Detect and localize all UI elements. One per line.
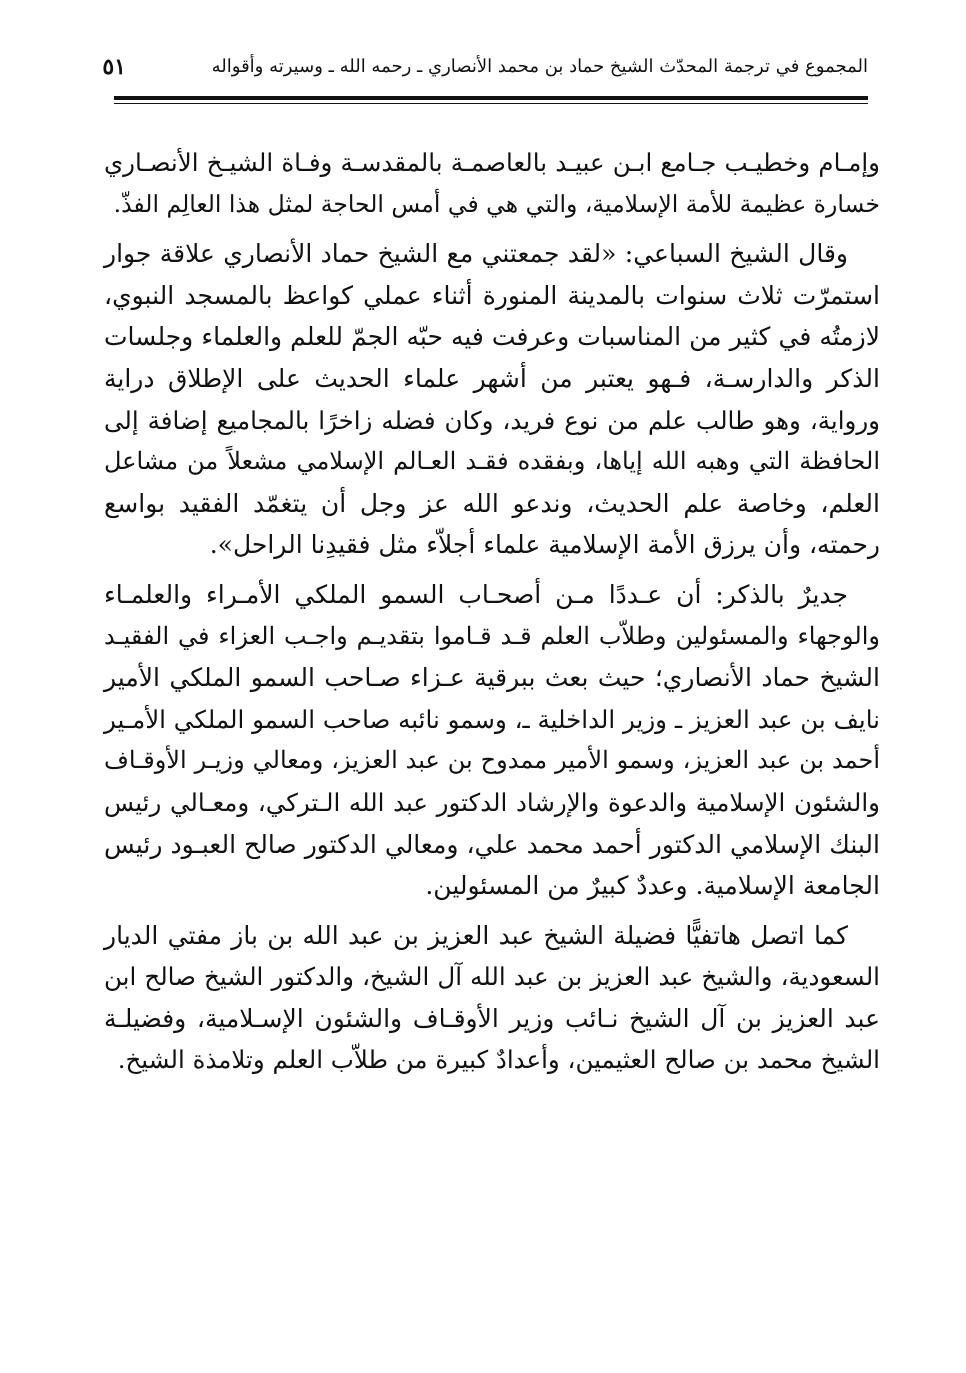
- text-line: العلم، وخاصة علم الحديث، وندعو الله عز وجل أن يتغمّد الفقيد بواسع: [104, 488, 880, 518]
- header-rule-thin: [114, 103, 868, 104]
- text-line: استمرّت ثلاث سنوات بالمدينة المنورة أثناء عملي كواعظ بالمسجد النبوي،: [104, 280, 880, 310]
- text-line: رحمته، وأن يرزق الأمة الإسلامية علماء أجلاّء مثل فقيدِنا الراحل».: [209, 530, 880, 560]
- text-line: الذكر والدارسـة، فـهو يعتبر من أشهر علماء الحديث على الإطلاق دراية: [104, 363, 880, 393]
- text-line: والوجهاء والمسئولين وطلاّب العلم قـد قـاموا بتقديـم واجـب العزاء في الفقيـد: [104, 621, 880, 650]
- text-line: الحافظة التي وهبه الله إياها، وبفقده فقـد العـالم الإسلامي مشعلاً من مشاعل: [104, 447, 880, 476]
- page-number: ٥١: [102, 54, 126, 80]
- text-line: البنك الإسلامي الدكتور أحمد محمد علي، ومعالي الدكتور صالح العبـود رئيس: [104, 829, 880, 859]
- text-line: أحمد بن عبد العزيز، وسمو الأمير ممدوح بن عبد العزيز، ومعالي وزيـر الأوقـاف: [104, 746, 880, 775]
- text-line: والشئون الإسلامية والدعوة والإرشاد الدكتور عبد الله الـتركي، ومعـالي رئيس: [104, 787, 880, 817]
- text-line: نايف بن عبد العزيز ـ وزير الداخلية ـ، وسمو نائبه صاحب السمو الملكي الأمـير: [104, 704, 880, 734]
- header-rule-thick: [114, 96, 868, 100]
- text-line: كما اتصل هاتفيًّا فضيلة الشيخ عبد العزيز بن عبد الله بن باز مفتي الديار: [104, 920, 848, 950]
- text-line: عبد العزيز بن آل الشيخ نـائب وزير الأوقـاف والشئون الإسـلامية، وفضيلـة: [104, 1003, 880, 1033]
- body-text: [104, 142, 880, 1081]
- text-line: الشيخ محمد بن صالح العثيمين، وأعدادٌ كبيرة من طلاّب العلم وتلامذة الشيخ.: [117, 1045, 880, 1075]
- paragraph-1: [104, 142, 880, 225]
- paragraph-4: [104, 915, 880, 1081]
- text-line: السعودية، والشيخ عبد العزيز بن عبد الله آل الشيخ، والدكتور الشيخ صالح ابن: [104, 962, 880, 992]
- text-line: جديرٌ بالذكر: أن عـددًا مـن أصحـاب السمو الملكي الأمـراء والعلمـاء: [104, 579, 848, 609]
- text-line: لازمتُه في كثير من المناسبات وعرفت فيه حبّه الجمّ للعلم والعلماء وجلسات: [104, 322, 880, 352]
- text-line: وقال الشيخ السباعي: «لقد جمعتني مع الشيخ حماد الأنصاري علاقة جوار: [104, 239, 848, 269]
- text-line: وإمـام وخطيـب جـامع ابـن عبيـد بالعاصمـة بالمقدسـة وفـاة الشيـخ الأنصـاري: [104, 148, 880, 177]
- text-line: خسارة عظيمة للأمة الإسلامية، والتي هي في أمس الحاجة لمثل هذا العالِم الفذّ.: [113, 189, 880, 218]
- page-header: [102, 52, 868, 92]
- paragraph-2: [104, 233, 880, 566]
- running-title: المجموع في ترجمة المحدّث الشيخ حماد بن محمد الأنصاري ـ رحمه الله ـ وسيرته وأقواله: [211, 56, 868, 77]
- text-line: الشيخ حماد الأنصاري؛ حيث بعث ببرقية عـزاء صـاحب السمو الملكي الأمير: [104, 663, 880, 693]
- text-line: ورواية، وهو طالب علم من نوع فريد، وكان فضله زاخرًا بالمجاميع إضافة إلى: [104, 405, 880, 435]
- paragraph-3: [104, 574, 880, 907]
- text-line: الجامعة الإسلامية. وعددٌ كبيرٌ من المسئولين.: [425, 871, 880, 901]
